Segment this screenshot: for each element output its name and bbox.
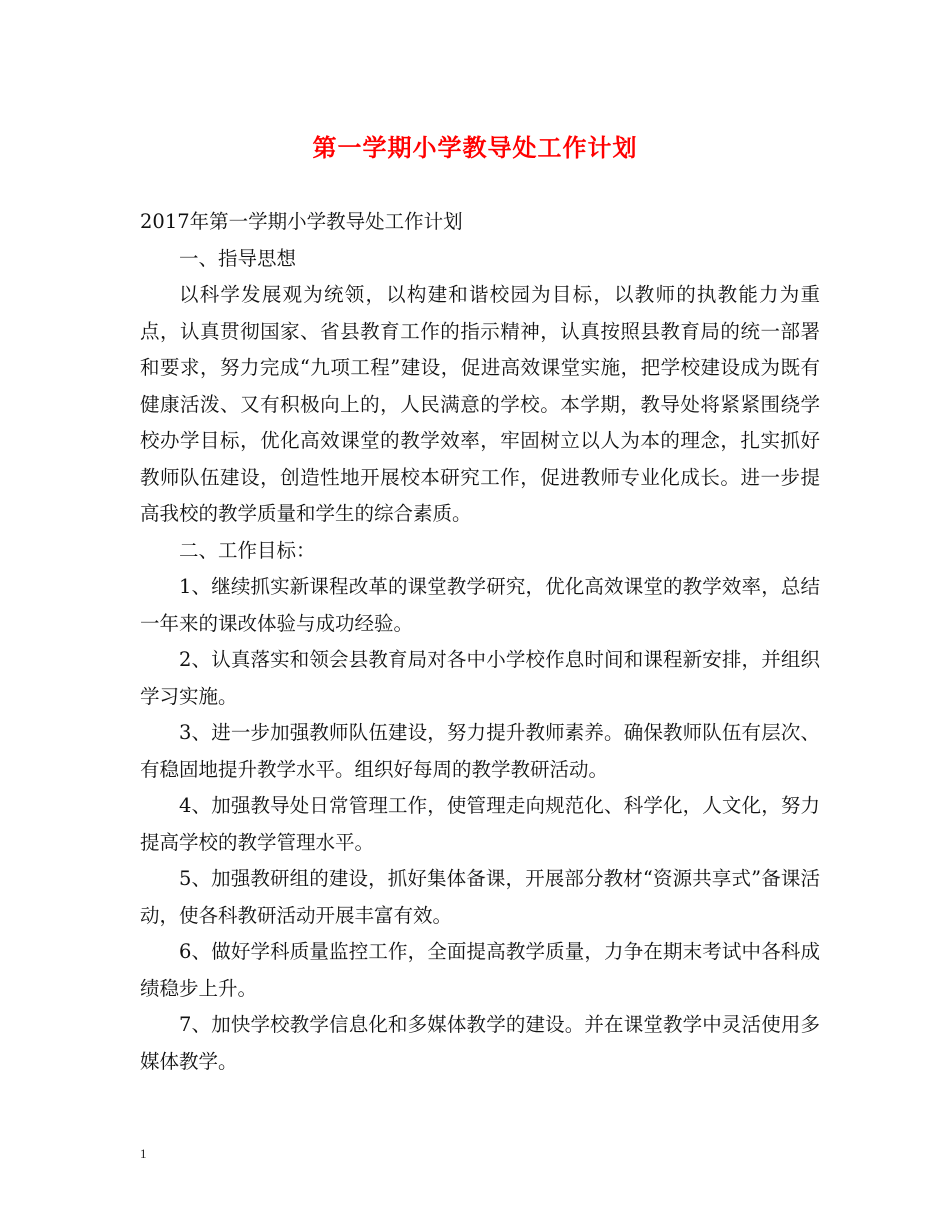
list-item-goal-4: 4、加强教导处日常管理工作，使管理走向规范化、科学化，人文化，努力提高学校的教学管理水平。 [140, 794, 820, 854]
list-item-goal-7: 7、加快学校教学信息化和多媒体教学的建设。并在课堂教学中灵活使用多媒体教学。 [140, 1013, 820, 1073]
list-item-goal-3: 3、进一步加强教师队伍建设，努力提升教师素养。确保教师队伍有层次、有稳固地提升教学水平。组织好每周的教学教研活动。 [140, 721, 820, 781]
section-heading-guiding-thought: 一、指导思想 [179, 246, 297, 270]
list-item-goal-2: 2、认真落实和领会县教育局对各中小学校作息时间和课程新安排，并组织学习实施。 [140, 648, 820, 708]
list-item-goal-6: 6、做好学科质量监控工作，全面提高教学质量，力争在期末考试中各科成绩稳步上升。 [140, 940, 820, 1000]
list-item-goal-1: 1、继续抓实新课程改革的课堂教学研究，优化高效课堂的教学效率，总结一年来的课改体验与成功经验。 [140, 575, 820, 635]
document-subtitle: 2017年第一学期小学教导处工作计划 [140, 210, 463, 233]
document-title: 第一学期小学教导处工作计划 [312, 134, 638, 162]
page-number: 1 [140, 1146, 147, 1161]
document-body [140, 204, 820, 1080]
section-heading-work-goals: 二、工作目标： [179, 538, 316, 562]
paragraph-guiding-thought: 以科学发展观为统领，以构建和谐校园为目标，以教师的执教能力为重点，认真贯彻国家、省县教育工作的指示精神，认真按照县教育局的统一部署和要求，努力完成“九项工程”建设，促进高效课堂实施，把学校建设成为既有健康活泼、又有积极向上的，人民满意的学校。本学期，教导处将紧紧围绕学校办学目标，优化高效课堂的教学效率，牢固树立以人为本的理念，扎实抓好教师队伍建设，创造性地开展校本研究工作，促进教师专业化成长。进一步提高我校的教学质量和学生的综合素质。 [140, 283, 820, 525]
list-item-goal-5: 5、加强教研组的建设，抓好集体备课，开展部分教材“资源共享式”备课活动，使各科教研活动开展丰富有效。 [140, 867, 820, 927]
